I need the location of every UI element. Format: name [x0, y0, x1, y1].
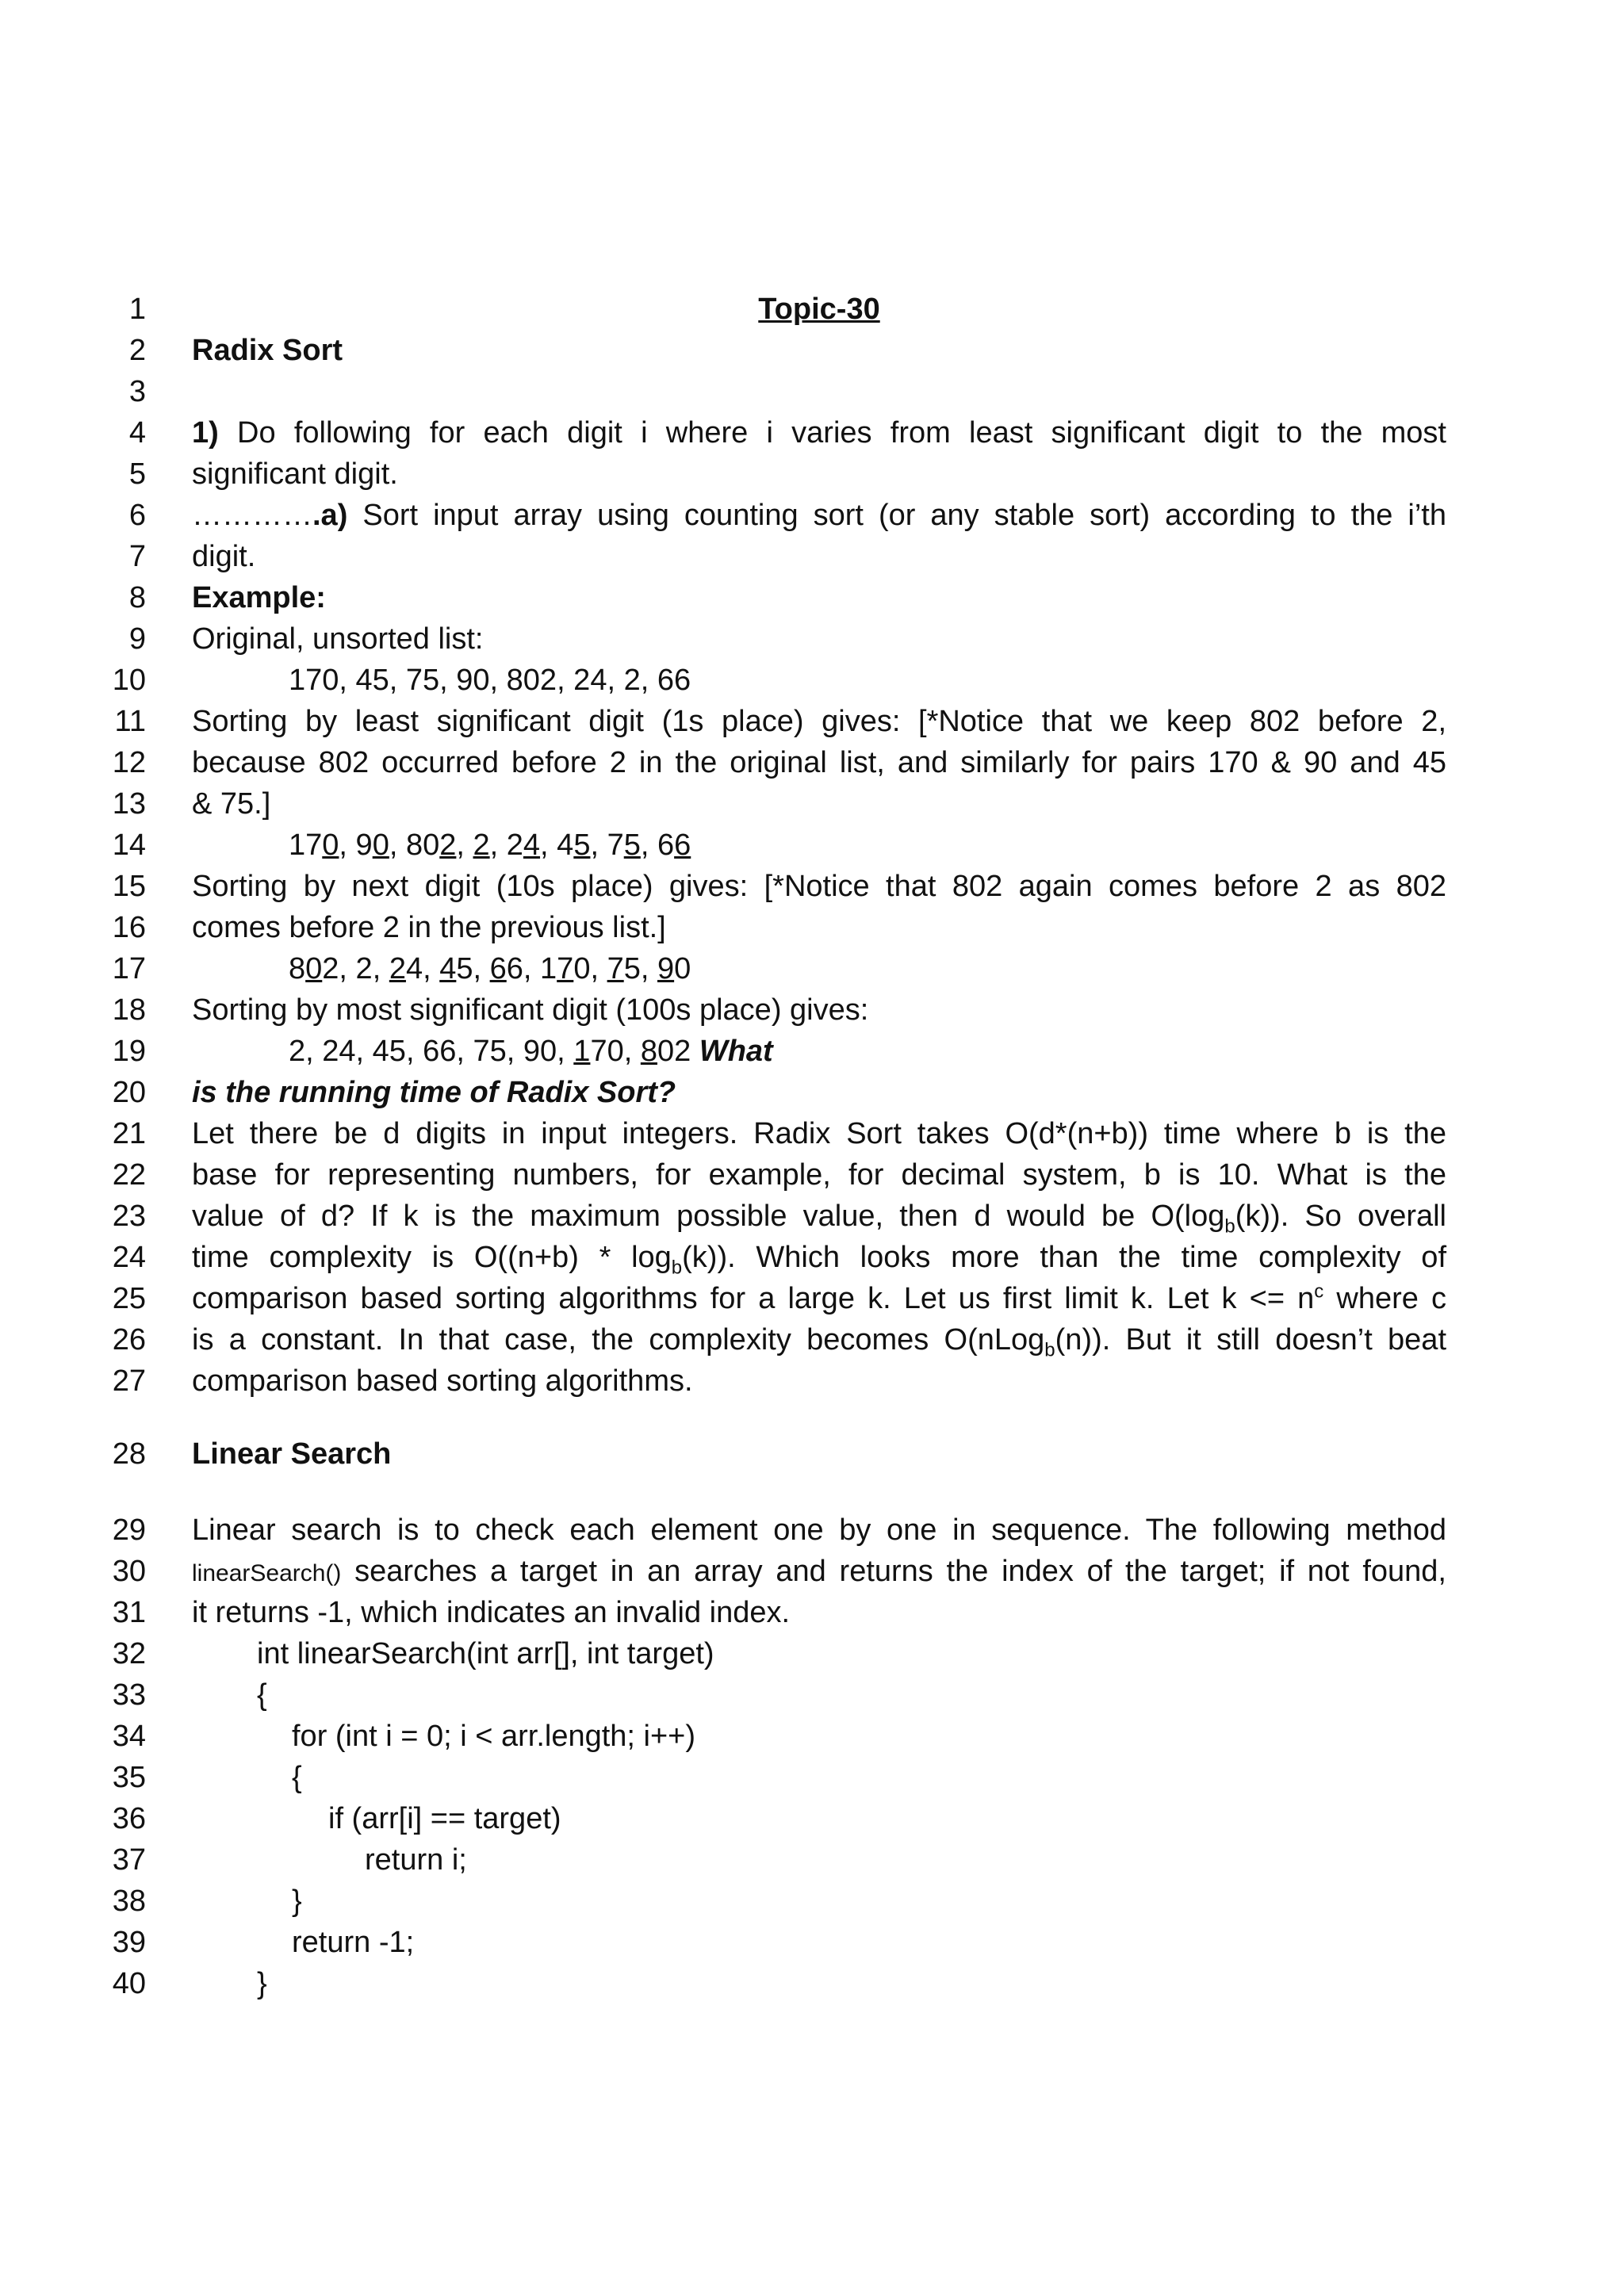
list-number: 170	[573, 1035, 624, 1068]
answer-text: is a constant. In that case, the complexity becomes O(nLog	[192, 1323, 1045, 1357]
underlined-digit: 0	[305, 952, 323, 985]
line-number: 34	[112, 1720, 146, 1753]
line-number: 35	[112, 1761, 146, 1794]
list-number: 90	[657, 952, 691, 985]
line-number: 39	[112, 1926, 146, 1959]
lsd-description-line-1: Sorting by least significant digit (1s place) gives: [*Notice that we keep 802 before 2,	[192, 705, 1446, 738]
answer-text: (k)). So overall	[1235, 1200, 1446, 1233]
section-heading-linear-search: Linear Search	[192, 1437, 392, 1471]
code-line-loop-close-brace: }	[292, 1885, 302, 1918]
list-number: 2	[289, 1035, 306, 1068]
line-number: 31	[112, 1596, 146, 1629]
list-number: 802	[289, 952, 339, 985]
underlined-digit: 6	[489, 952, 507, 985]
answer-line-27: comparison based sorting algorithms.	[192, 1364, 693, 1398]
line-number: 8	[128, 581, 146, 614]
step-text: Do following for each digit i where i varies from least significant digit to the most	[218, 416, 1446, 450]
list-number: 66	[423, 1035, 457, 1068]
line-number: 24	[112, 1241, 146, 1274]
answer-text: (k)). Which looks more than the time complexity of	[682, 1241, 1446, 1274]
underlined-digit: 8	[640, 1035, 657, 1068]
pass-1-list: 170, 90, 802, 2, 24, 45, 75, 66	[289, 828, 691, 862]
underlined-digit: 9	[657, 952, 675, 985]
line-number: 4	[128, 416, 146, 450]
line-number: 19	[112, 1035, 146, 1068]
topic-title: Topic-30	[758, 293, 880, 326]
list-number	[473, 828, 490, 862]
lsd-description-line-3: & 75.]	[192, 787, 271, 821]
pass-3-list: 2, 24, 45, 66, 75, 90, 170, 802	[289, 1035, 691, 1068]
line-number: 33	[112, 1678, 146, 1712]
list-number: 90	[523, 1035, 557, 1068]
subscript-b: b	[671, 1257, 683, 1279]
list-number: 24	[322, 1035, 356, 1068]
radix-step-1	[192, 412, 1446, 453]
radix-step-a-cont: digit.	[192, 540, 256, 573]
line-number: 26	[112, 1323, 146, 1357]
lsd-description-line-2: because 802 occurred before 2 in the original list, and similarly for pairs 170 & 90 and 45	[192, 746, 1446, 779]
list-number: 2	[355, 952, 373, 985]
line-number: 18	[112, 993, 146, 1027]
line-number: 27	[112, 1364, 146, 1398]
line-number: 9	[128, 622, 146, 656]
code-line-close-brace: }	[257, 1967, 267, 2000]
line-number: 1	[128, 293, 146, 326]
list-number: 66	[489, 952, 523, 985]
line-number: 28	[112, 1437, 146, 1471]
list-number: 45	[439, 952, 473, 985]
list-number: 75	[607, 828, 641, 862]
original-list: 170, 45, 75, 90, 802, 24, 2, 66	[289, 664, 691, 697]
example-heading: Example:	[192, 581, 326, 614]
pass-3-line	[289, 1031, 1446, 1072]
line-number: 11	[114, 705, 146, 738]
line-number: 38	[112, 1885, 146, 1918]
answer-line-26	[192, 1319, 1446, 1360]
underlined-digit: 4	[439, 952, 457, 985]
answer-text: comparison based sorting algorithms for a large k. Let us first limit k. Let k <= n	[192, 1282, 1315, 1315]
underlined-digit: 0	[322, 828, 339, 862]
underlined-digit: 5	[623, 828, 641, 862]
step-number: 1)	[192, 416, 219, 450]
answer-line-25	[192, 1278, 1446, 1319]
line-number: 10	[112, 664, 146, 697]
underlined-digit: 4	[523, 828, 541, 862]
list-number: 170	[289, 828, 339, 862]
line-number: 37	[112, 1843, 146, 1877]
underlined-digit: 5	[573, 828, 591, 862]
line-number: 2	[128, 334, 146, 367]
step-a-label: .a)	[312, 499, 348, 532]
line-number: 16	[112, 911, 146, 944]
step-a-dots: …………	[192, 499, 312, 532]
line-number: 23	[112, 1200, 146, 1233]
underlined-digit: 1	[573, 1035, 591, 1068]
underlined-digit: 7	[607, 952, 624, 985]
underlined-digit: 7	[557, 952, 574, 985]
linear-description-line-29: Linear search is to check each element one by one in sequence. The following method	[192, 1513, 1446, 1547]
line-number: 3	[128, 375, 146, 408]
radix-step-1-cont: significant digit.	[192, 457, 398, 491]
next-digit-description-line-1: Sorting by next digit (10s place) gives: [*Notice that 802 again comes before 2 as 802	[192, 870, 1446, 903]
superscript-c: c	[1314, 1280, 1324, 1303]
answer-line-21: Let there be d digits in input integers. Radix Sort takes O(d*(n+b)) time where b is the	[192, 1117, 1446, 1150]
line-number: 14	[112, 828, 146, 862]
list-number: 66	[657, 828, 691, 862]
code-line-for-loop: for (int i = 0; i < arr.length; i++)	[292, 1720, 696, 1753]
msd-description: Sorting by most significant digit (100s place) gives:	[192, 993, 869, 1027]
code-line-if: if (arr[i] == target)	[328, 1802, 561, 1835]
answer-text: (n)). But it still doesn’t beat	[1055, 1323, 1447, 1357]
pass-2-list: 802, 2, 24, 45, 66, 170, 75, 90	[289, 952, 691, 985]
radix-step-a	[192, 495, 1446, 536]
code-line-return-i: return i;	[365, 1843, 467, 1877]
line-number: 29	[112, 1513, 146, 1547]
code-line-signature: int linearSearch(int arr[], int target)	[257, 1637, 714, 1670]
answer-text: value of d? If k is the maximum possible value, then d would be O(log	[192, 1200, 1225, 1233]
list-number: 90	[355, 828, 389, 862]
answer-line-23	[192, 1196, 1446, 1237]
line-number: 22	[112, 1158, 146, 1192]
code-line-return-minus-one: return -1;	[292, 1926, 415, 1959]
underlined-digit: 0	[372, 828, 389, 862]
original-list-label: Original, unsorted list:	[192, 622, 484, 656]
line-number: 12	[112, 746, 146, 779]
next-digit-description-line-2: comes before 2 in the previous list.]	[192, 911, 666, 944]
line-number: 40	[112, 1967, 146, 2000]
line-number: 30	[112, 1555, 146, 1588]
underlined-digit: 2	[473, 828, 490, 862]
line-number: 25	[112, 1282, 146, 1315]
line-number: 13	[112, 787, 146, 821]
list-number: 170	[540, 952, 591, 985]
line-number: 5	[128, 457, 146, 491]
subscript-b: b	[1224, 1215, 1235, 1238]
line-number: 7	[128, 540, 146, 573]
list-number: 75	[473, 1035, 507, 1068]
inline-code-linearsearch: linearSearch()	[192, 1560, 342, 1586]
section-heading-radix-sort: Radix Sort	[192, 334, 343, 367]
line-number: 15	[112, 870, 146, 903]
underlined-digit: 6	[674, 828, 691, 862]
code-line-open-brace: {	[257, 1678, 267, 1712]
line-number: 21	[112, 1117, 146, 1150]
line-number: 32	[112, 1637, 146, 1670]
line-number: 17	[112, 952, 146, 985]
list-number: 45	[557, 828, 591, 862]
underlined-digit: 2	[439, 828, 457, 862]
subscript-b: b	[1044, 1339, 1055, 1361]
linear-description-text: searches a target in an array and returns the index of the target; if not found,	[341, 1555, 1446, 1588]
list-number: 802	[640, 1035, 691, 1068]
list-number: 24	[506, 828, 541, 862]
list-number: 45	[372, 1035, 406, 1068]
question-part-2: is the running time of Radix Sort?	[192, 1076, 676, 1109]
code-line-loop-open-brace: {	[292, 1761, 302, 1794]
line-number: 20	[112, 1076, 146, 1109]
answer-line-22: base for representing numbers, for example, for decimal system, b is 10. What is the	[192, 1158, 1446, 1192]
step-a-text: Sort input array using counting sort (or any stable sort) according to the i’th	[347, 499, 1446, 532]
list-number: 75	[607, 952, 641, 985]
list-number: 24	[389, 952, 423, 985]
linear-description-line-30	[192, 1551, 1446, 1592]
underlined-digit: 2	[389, 952, 406, 985]
answer-text: where c	[1323, 1282, 1446, 1315]
question-part-1: What	[699, 1035, 773, 1068]
answer-text: time complexity is O((n+b) * log	[192, 1241, 672, 1274]
list-number: 802	[405, 828, 457, 862]
line-number: 36	[112, 1802, 146, 1835]
linear-description-line-31: it returns -1, which indicates an invalid index.	[192, 1596, 791, 1629]
answer-line-24	[192, 1237, 1446, 1278]
line-number: 6	[128, 499, 146, 532]
